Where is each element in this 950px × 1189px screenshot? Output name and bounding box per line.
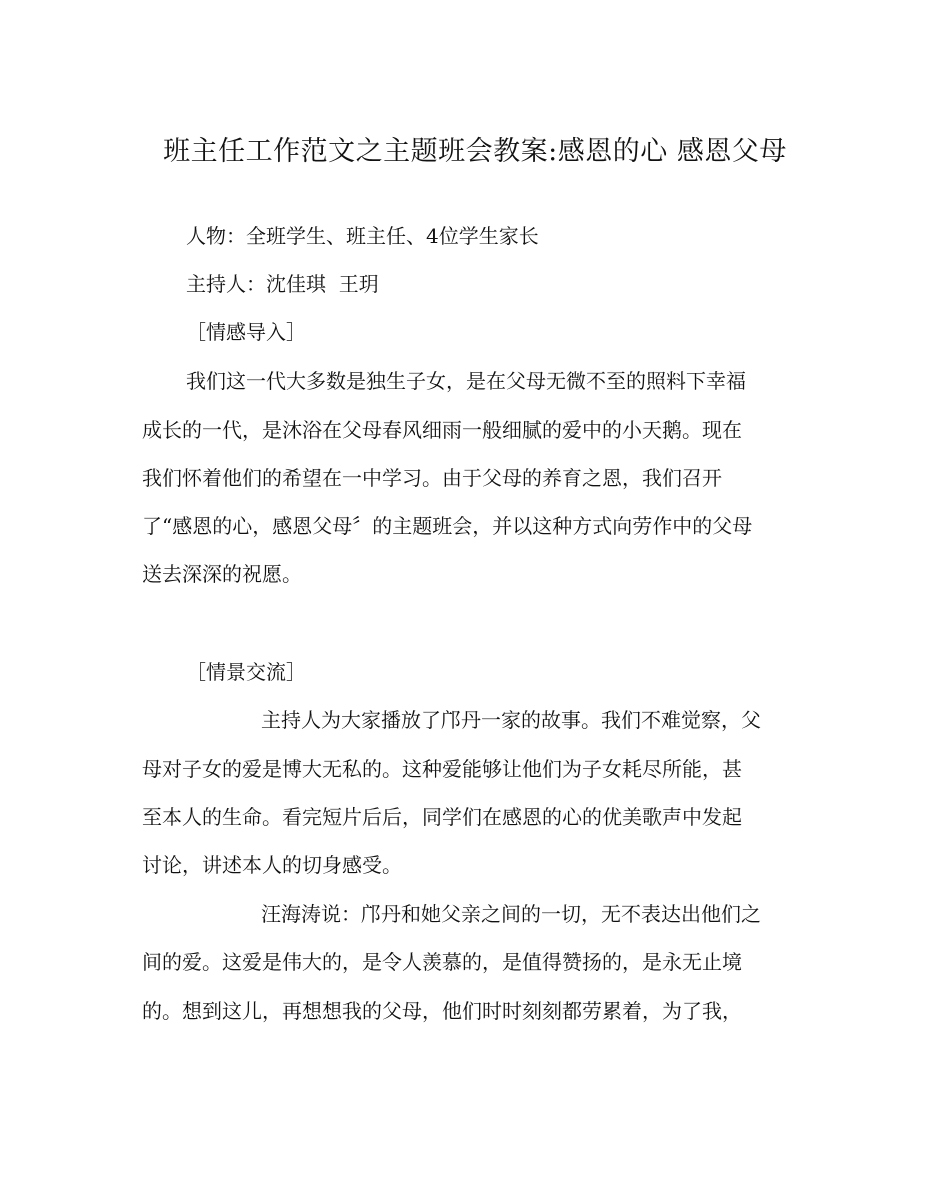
text-line: 汪海涛说：邝丹和她父亲之间的一切，无不表达出他们之 — [261, 902, 761, 926]
text-line: 送去深深的祝愿。 — [142, 562, 302, 586]
text-line: 成长的一代，是沐浴在父母春风细雨一般细腻的爱中的小天鹅。现在 — [142, 418, 742, 442]
text-line: 人物：全班学生、班主任、4位学生家长 — [186, 224, 539, 248]
text-line: 了“感恩的心，感恩父母〞的主题班会，并以这种方式向劳作中的父母 — [142, 514, 753, 538]
document-title: 班主任工作范文之主题班会教案:感恩的心 感恩父母 — [163, 136, 787, 167]
section-heading: ［情景交流］ — [186, 660, 306, 684]
text-line: 间的爱。这爱是伟大的，是令人羡慕的，是值得赞扬的，是永无止境 — [142, 950, 742, 974]
text-line: 我们怀着他们的希望在一中学习。由于父母的养育之恩，我们召开 — [142, 466, 722, 490]
text-line: 的。想到这儿，再想想我的父母，他们时时刻刻都劳累着，为了我， — [142, 999, 742, 1023]
text-line: 主持人为大家播放了邝丹一家的故事。我们不难觉察，父 — [261, 708, 761, 732]
section-heading: ［情感导入］ — [186, 320, 306, 344]
text-line: 主持人：沈佳琪 王玥 — [186, 272, 379, 296]
text-line: 母对子女的爱是博大无私的。这种爱能够让他们为子女耗尽所能，甚 — [142, 757, 742, 781]
text-line: 我们这一代大多数是独生子女，是在父母无微不至的照料下幸福 — [186, 369, 746, 393]
text-line: 至本人的生命。看完短片后后，同学们在感恩的心的优美歌声中发起 — [142, 805, 742, 829]
text-line: 讨论，讲述本人的切身感受。 — [142, 853, 402, 877]
